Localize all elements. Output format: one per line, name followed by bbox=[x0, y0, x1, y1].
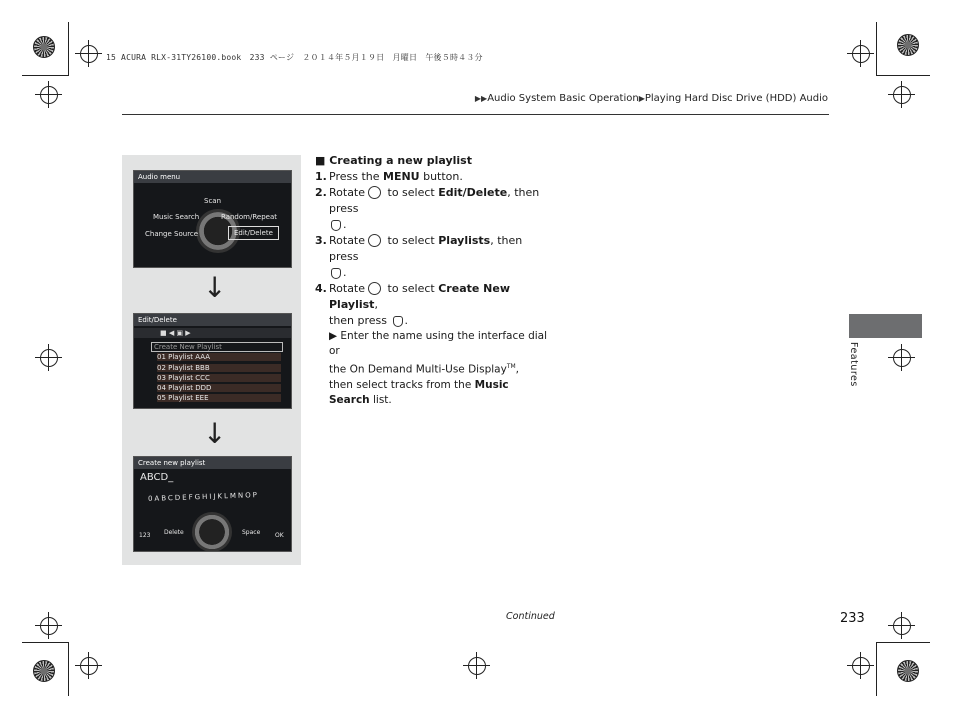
crop-mark bbox=[68, 22, 69, 76]
breadcrumb-level1: Audio System Basic Operation bbox=[487, 93, 639, 104]
selector-knob-icon bbox=[368, 282, 381, 295]
registration-mark-icon bbox=[80, 657, 98, 675]
menu-item-change-source: Change Source bbox=[145, 230, 199, 238]
delete-label: Delete bbox=[164, 529, 184, 536]
crop-mark bbox=[876, 75, 930, 76]
edit-delete-screen bbox=[133, 313, 292, 409]
section-tab-label: Features bbox=[848, 342, 859, 387]
registration-rosette-icon bbox=[897, 660, 919, 682]
print-header: 15 ACURA RLX-31TY26100.book 233 ページ ２０１４年５月１９日 月曜日 午後５時４３分 bbox=[106, 53, 483, 62]
selector-knob-icon bbox=[368, 234, 381, 247]
ok-label: OK bbox=[275, 532, 284, 539]
down-arrow-icon: ↓ bbox=[203, 417, 227, 450]
step-1: 1. Press the MENU button. bbox=[315, 170, 463, 183]
registration-mark-icon bbox=[852, 45, 870, 63]
step-note: ▶ Enter the name using the interface dial or the On Demand Multi-Use Display™, then select tracks from the Music Search list. bbox=[329, 330, 547, 406]
crop-mark bbox=[22, 75, 69, 76]
press-knob-icon bbox=[331, 220, 341, 231]
playlist-row: 03 Playlist CCC bbox=[157, 374, 281, 382]
registration-mark-icon bbox=[893, 349, 911, 367]
registration-mark-icon bbox=[40, 349, 58, 367]
menu-item-music-search: Music Search bbox=[153, 213, 200, 221]
registration-rosette-icon bbox=[33, 660, 55, 682]
toolbar-icons: ■ ◀ ▣ ▶ bbox=[134, 328, 291, 338]
square-bullet-icon: ■ bbox=[315, 154, 330, 167]
registration-mark-icon bbox=[468, 657, 486, 675]
space-label: Space bbox=[242, 529, 261, 536]
note-arrow-icon: ▶ bbox=[329, 330, 338, 342]
crop-mark bbox=[68, 642, 69, 696]
screen-title: Create new playlist bbox=[134, 457, 291, 469]
entry-text: ABCD_ bbox=[140, 472, 174, 483]
step-4: 4. Rotate to select Create New Playlist, then press . bbox=[315, 282, 510, 327]
registration-mark-icon bbox=[40, 86, 58, 104]
create-playlist-screen bbox=[133, 456, 292, 552]
section-heading: ■ Creating a new playlist bbox=[315, 154, 472, 167]
down-arrow-icon: ↓ bbox=[203, 271, 227, 304]
numbers-label: 123 bbox=[139, 532, 151, 539]
selector-knob-icon bbox=[368, 186, 381, 199]
press-knob-icon bbox=[393, 316, 403, 327]
breadcrumb bbox=[475, 93, 828, 104]
step-2: 2. Rotate to select Edit/Delete, then press . bbox=[315, 186, 540, 231]
letter-wheel: 0ABCDEFGHIJKLMNOP bbox=[147, 491, 260, 503]
registration-rosette-icon bbox=[897, 34, 919, 56]
page-number: 233 bbox=[840, 611, 865, 626]
registration-mark-icon bbox=[893, 617, 911, 635]
dial-icon bbox=[192, 512, 232, 552]
header-rule bbox=[122, 114, 829, 115]
registration-mark-icon bbox=[80, 45, 98, 63]
press-knob-icon bbox=[331, 268, 341, 279]
crop-mark bbox=[876, 22, 877, 76]
menu-item-scan: Scan bbox=[204, 197, 222, 205]
playlist-row: 01 Playlist AAA bbox=[157, 353, 281, 361]
registration-mark-icon bbox=[40, 617, 58, 635]
crop-mark bbox=[876, 642, 877, 696]
screen-title: Audio menu bbox=[134, 171, 291, 183]
audio-menu-screen bbox=[133, 170, 292, 268]
playlist-row: 04 Playlist DDD bbox=[157, 384, 281, 392]
playlist-row: 05 Playlist EEE bbox=[157, 394, 281, 402]
registration-mark-icon bbox=[893, 86, 911, 104]
screen-title: Edit/Delete bbox=[134, 314, 291, 326]
breadcrumb-arrow-icon: ▶▶ bbox=[474, 94, 488, 103]
registration-rosette-icon bbox=[33, 36, 55, 58]
playlist-row: 02 Playlist BBB bbox=[157, 364, 281, 372]
breadcrumb-level2: Playing Hard Disc Drive (HDD) Audio bbox=[644, 93, 828, 104]
crop-mark bbox=[22, 642, 69, 643]
instructions bbox=[315, 153, 555, 408]
step-3: 3. Rotate to select Playlists, then press . bbox=[315, 234, 523, 279]
menu-item-edit-delete: Edit/Delete bbox=[228, 226, 279, 240]
section-tab bbox=[849, 314, 922, 338]
playlist-row: Create New Playlist bbox=[151, 342, 283, 352]
registration-mark-icon bbox=[852, 657, 870, 675]
breadcrumb-separator-icon: ▶ bbox=[638, 94, 645, 103]
crop-mark bbox=[876, 642, 930, 643]
menu-item-random-repeat: Random/Repeat bbox=[221, 213, 277, 221]
continued-label: Continued bbox=[506, 611, 555, 622]
